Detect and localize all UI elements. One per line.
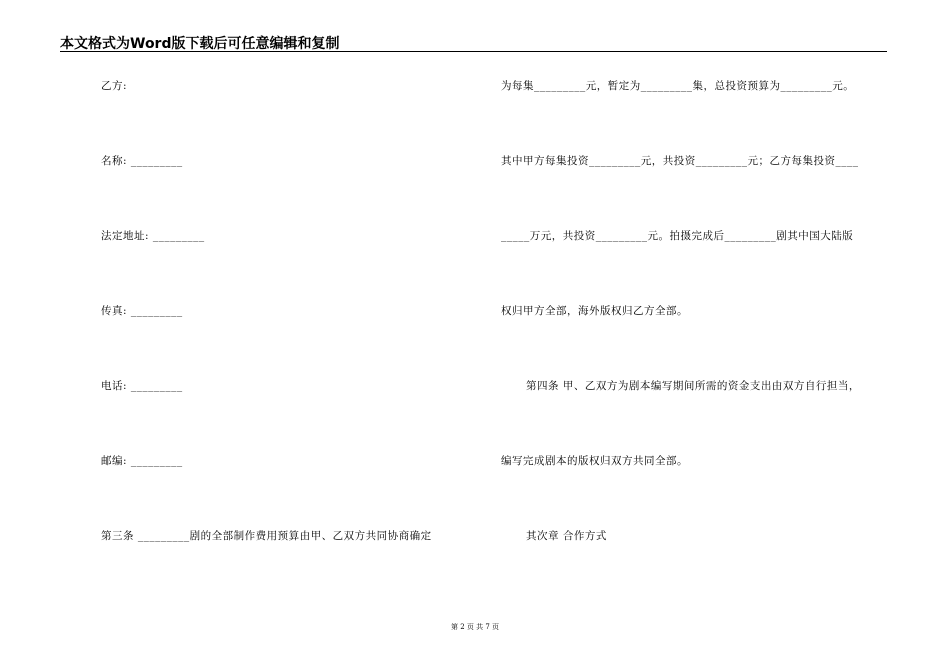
budget-line: 为每集_________元，暂定为_________集，总投资预算为_________元。	[501, 80, 855, 92]
chapter-two-heading: 其次章 合作方式	[526, 530, 607, 542]
phone-field: 电话: _________	[101, 380, 183, 392]
investment-line: 其中甲方每集投资_________元，共投资_________元；乙方每集投资____	[501, 155, 859, 167]
header-divider	[60, 51, 887, 52]
legal-address-field: 法定地址: _________	[101, 230, 205, 242]
fax-field: 传真: _________	[101, 305, 183, 317]
name-field: 名称: _________	[101, 155, 183, 167]
party-b-label: 乙方:	[101, 80, 128, 92]
article-four-text: 第四条 甲、乙双方为剧本编写期间所需的资金支出由双方自行担当，	[526, 380, 860, 392]
page-number-footer: 第 2 页 共 7 页	[450, 623, 500, 631]
copyright-line: 权归甲方全部，海外版权归乙方全部。	[501, 305, 688, 317]
postcode-field: 邮编: _________	[101, 455, 183, 467]
article-three-text: 第三条 _________剧的全部制作费用预算由甲、乙双方共同协商确定	[101, 530, 432, 542]
investment-continued-line: _____万元，共投资_________元。拍摄完成后_________剧其中国大陆版	[501, 230, 854, 242]
page-header-title: 本文格式为Word版下载后可任意编辑和复制	[60, 36, 340, 52]
article-four-continued: 编写完成剧本的版权归双方共同全部。	[501, 455, 688, 467]
